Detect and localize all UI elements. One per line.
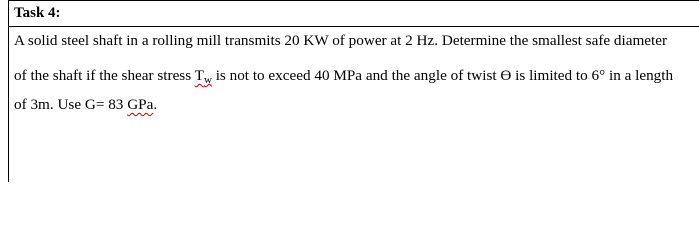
heading-divider <box>9 26 699 27</box>
problem-line-3-start: of 3m. Use G= 83 <box>14 96 128 113</box>
task-heading: Task 4: <box>14 5 61 21</box>
problem-line-1: A solid steel shaft in a rolling mill transmits 20 KW of power at 2 Hz. Determine the smallest safe diameter <box>14 32 668 49</box>
tau-symbol: T <box>194 67 204 84</box>
task-cell <box>8 0 699 182</box>
problem-line-3 <box>14 95 157 115</box>
problem-line-2-start: of the shaft if the shear stress <box>14 67 195 84</box>
gpa-unit: GPa <box>127 96 154 113</box>
shear-stress-symbol <box>195 67 212 84</box>
problem-line-2 <box>14 66 673 90</box>
tau-subscript: w <box>203 74 212 86</box>
problem-line-2-end: is not to exceed 40 MPa and the angle of twist ϴ is limited to 6° in a length <box>211 67 674 84</box>
problem-line-3-end: . <box>153 96 158 113</box>
